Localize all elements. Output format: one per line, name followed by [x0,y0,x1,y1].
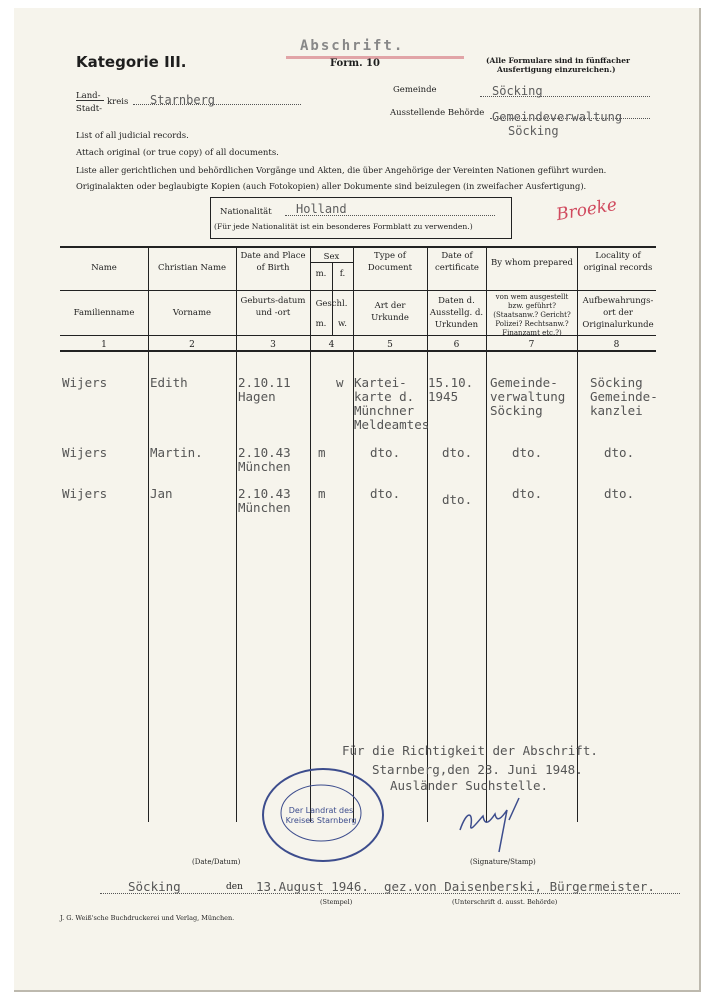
row3-date: dto. [442,492,473,507]
row2-name: Wijers [62,445,108,460]
col-divider-6 [486,246,487,822]
form-number: Form. 10 [330,58,380,69]
row3-doc: dto. [370,486,401,501]
table-header-divider [60,290,656,291]
col4-header-m-de: m. [315,319,327,329]
date-label: (Date/Datum) [192,858,241,866]
behoerde-value-1: Gemeindeverwaltung [492,110,623,124]
row1-vorname: Edith [150,375,188,390]
col7-header-en: By whom prepared [491,258,573,268]
col-number-1: 1 [101,340,107,350]
nationality-box [210,197,512,239]
footer-date: 13.August 1946. [256,879,369,894]
kreis-value: Starnberg [150,93,216,107]
col-number-3: 3 [270,340,276,350]
gemeinde-label: Gemeinde [393,85,437,95]
kategorie-title: Kategorie III. [76,53,187,71]
col-number-8: 8 [613,340,620,350]
col-divider-4 [353,246,354,822]
signature-scribble [455,790,545,860]
row1-doc: Kartei- karte d. Münchner Meldeamtes [354,375,430,432]
col5-header-de: Art der Urkunde [371,301,409,323]
col4-header-w-de: w. [338,319,347,329]
col2-header-de: Vorname [172,308,212,318]
row1-locality: Söcking Gemeinde- kanzlei [590,375,658,418]
row1-sex: w [336,375,344,390]
col4-header-f: f. [339,269,346,279]
footer-signed: gez.von Daisenberski, Bürgermeister. [384,879,655,894]
col1-header-en: Name [91,263,117,273]
footer-place: Söcking [128,879,181,894]
row3-prepared: dto. [512,486,543,501]
instruction-4: Originalakten oder beglaubigte Kopien (auch Fotokopien) aller Dokumente sind beizulegen (in zweifacher Ausfertigung). [76,181,587,191]
form-note-1: (Alle Formulare sind in fünffacher [486,56,630,65]
col1-header-de: Familienname [73,308,135,318]
handwritten-mark: Broeke [554,194,619,226]
col4-header-m: m. [315,269,327,279]
nationality-value: Holland [296,202,347,216]
footer-den: den [226,882,243,892]
row2-birth: 2.10.43 München [238,445,291,474]
certification-line-2: Starnberg,den 23. Juni 1948. [372,762,583,777]
row2-locality: dto. [604,445,635,460]
footer-unterschrift: (Unterschrift d. ausst. Behörde) [452,898,558,906]
row2-sex: m [318,445,326,460]
col4-header-de: Geschl. [315,299,348,309]
row1-prepared: Gemeinde- verwaltung Söcking [490,375,566,418]
nationality-note: (Für jede Nationalität ist ein besonderes Formblatt zu verwenden.) [214,222,473,231]
nationality-label: Nationalität [220,207,272,217]
col5-header-en: Type of Document [367,251,413,273]
col-divider-7 [577,246,578,822]
col3-header-de: Geburts-datum und -ort [240,296,306,318]
col-divider-3 [310,246,311,822]
row3-locality: dto. [604,486,635,501]
row2-prepared: dto. [512,445,543,460]
col4-header-en: Sex [323,252,340,262]
behoerde-label: Ausstellende Behörde [390,108,485,118]
row3-birth: 2.10.43 München [238,486,291,515]
col7-header-de: von wem ausgestellt bzw. geführt? (Staatsanw.? Gericht? Polizei? Rechtsanw.? Finanzamt etc.?) [493,293,571,337]
col-divider-5 [427,246,428,822]
col-divider-1 [148,246,149,822]
certification-line-1: Für die Richtigkeit der Abschrift. [342,743,598,758]
footer-stempel: (Stempel) [320,898,353,906]
col-divider-2 [236,246,237,822]
table-number-bottom [60,350,656,352]
row1-birth: 2.10.11 Hagen [238,375,291,404]
printer-credit: J. G. Weiß'sche Buchdruckerei und Verlag, München. [60,914,235,922]
instruction-2: Attach original (or true copy) of all documents. [76,148,279,158]
col-number-5: 5 [387,340,393,350]
row2-vorname: Martin. [150,445,203,460]
stadt-label: Stadt- [76,104,103,114]
col-number-4: 4 [328,340,335,350]
row2-date: dto. [442,445,473,460]
col6-header-en: Date of certificate [435,251,479,273]
table-top-border [60,246,656,248]
row2-doc: dto. [370,445,401,460]
instruction-1: List of all judicial records. [76,131,189,141]
certification-line-3: Ausländer Suchstelle. [390,778,549,793]
row3-sex: m [318,486,326,501]
abschrift-label: Abschrift. [300,38,405,54]
row3-name: Wijers [62,486,108,501]
stamp-text: Der Landrat des Kreises Starnberg [285,806,357,825]
behoerde-value-2: Söcking [508,124,559,138]
col2-header-en: Christian Name [157,263,227,273]
col-number-2: 2 [189,340,195,350]
col3-header-en: Date and Place of Birth [240,251,306,273]
instruction-3: Liste aller gerichtlichen und behördlichen Vorgänge und Akten, die über Angehörige der Vereinten Nationen geführt wurden. [76,165,607,175]
col8-header-de: Aufbewahrungs-ort der Originalurkunde [582,296,654,330]
form-note-2: Ausfertigung einzureichen.) [497,65,616,74]
gemeinde-value: Söcking [492,84,543,98]
row1-name: Wijers [62,375,108,390]
kreis-label: kreis [107,97,129,107]
col8-header-en: Locality of original records [583,251,653,273]
col6-header-de: Daten d. Ausstellg. d. Urkunden [429,296,484,330]
official-stamp [262,768,384,862]
land-stadt-divider [76,100,104,101]
row1-date: 15.10. 1945 [428,375,474,404]
row3-vorname: Jan [150,486,173,501]
col-number-7: 7 [528,340,535,350]
col-number-6: 6 [453,340,460,350]
land-label: Land- [76,91,101,101]
signature-label: (Signature/Stamp) [470,858,536,866]
